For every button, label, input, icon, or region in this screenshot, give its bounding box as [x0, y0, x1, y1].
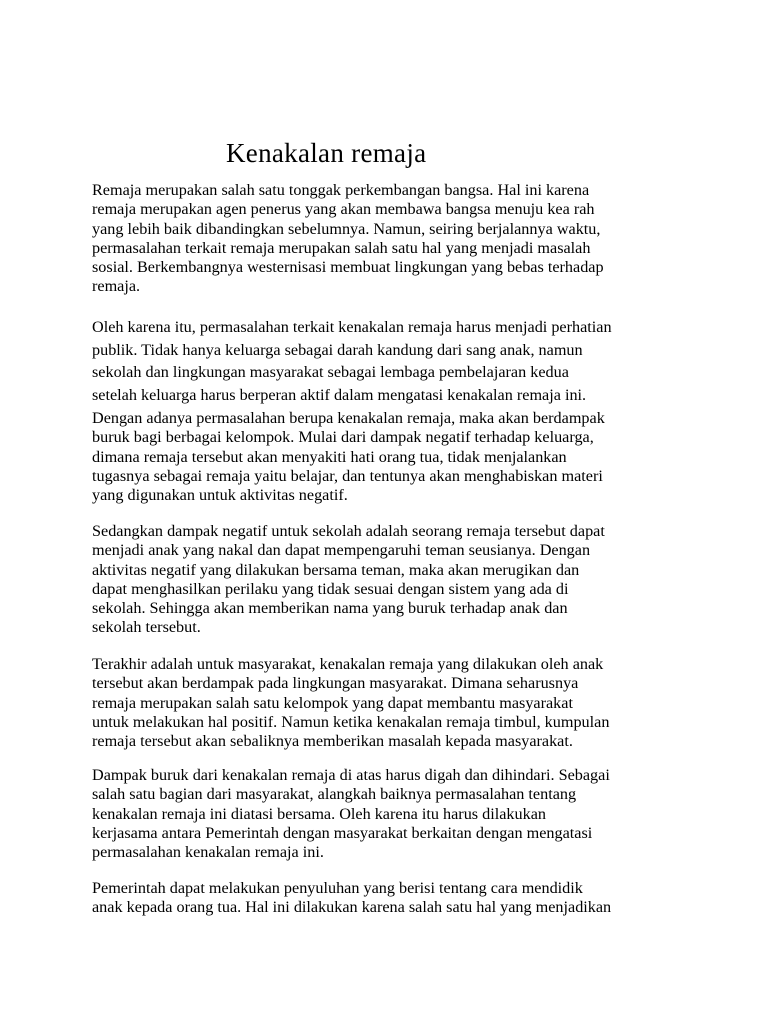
paragraph-line: salah satu bagian dari masyarakat, alangkah baiknya permasalahan tentang	[92, 785, 577, 804]
paragraph-line: tugasnya sebagai remaja yaitu belajar, dan tentunya akan menghabiskan materi	[92, 466, 603, 485]
paragraph-line: sekolah tersebut.	[92, 618, 201, 637]
paragraph-5	[92, 655, 609, 751]
paragraph-7	[92, 879, 611, 918]
paragraph-line: anak kepada orang tua. Hal ini dilakukan karena salah satu hal yang menjadikan	[92, 898, 612, 917]
paragraph-line: sekolah dan lingkungan masyarakat sebagai lembaga pembelajaran kedua	[92, 363, 569, 381]
paragraph-4	[92, 522, 605, 638]
paragraph-line: publik. Tidak hanya keluarga sebagai darah kandung dari sang anak, namun	[92, 340, 583, 359]
paragraph-line: setelah keluarga harus berperan aktif dalam mengatasi kenakalan remaja ini.	[92, 385, 587, 404]
paragraph-line: yang lebih baik dibandingkan sebelumnya. Namun, seiring berjalannya waktu,	[92, 219, 601, 238]
paragraph-1	[92, 181, 604, 297]
paragraph-line: Terakhir adalah untuk masyarakat, kenakalan remaja yang dilakukan oleh anak	[92, 655, 604, 673]
paragraph-line: Dengan adanya permasalahan berupa kenakalan remaja, maka akan berdampak	[92, 409, 605, 427]
paragraph-line: kenakalan remaja ini diatasi bersama. Oleh karena itu harus dilakukan	[92, 804, 546, 823]
paragraph-6	[92, 766, 610, 862]
paragraph-line: yang digunakan untuk aktivitas negatif.	[92, 486, 348, 505]
paragraph-2	[92, 316, 612, 406]
paragraph-line: buruk bagi berbagai kelompok. Mulai dari dampak negatif terhadap keluarga,	[92, 428, 594, 447]
paragraph-line: Remaja merupakan salah satu tonggak perkembangan bangsa. Hal ini karena	[92, 181, 590, 199]
paragraph-3	[92, 409, 605, 505]
paragraph-line: sekolah. Sehingga akan memberikan nama yang buruk terhadap anak dan	[92, 599, 568, 618]
paragraph-line: dimana remaja tersebut akan menyakiti hati orang tua, tidak menjalankan	[92, 447, 567, 466]
paragraph-line: remaja merupakan salah satu kelompok yang dapat membantu masyarakat	[92, 693, 573, 712]
document-title: Kenakalan remaja	[226, 138, 427, 168]
paragraph-line: Dampak buruk dari kenakalan remaja di atas harus digah dan dihindari. Sebagai	[92, 766, 610, 784]
paragraph-line: tersebut akan berdampak pada lingkungan masyarakat. Dimana seharusnya	[92, 674, 579, 693]
paragraph-line: Oleh karena itu, permasalahan terkait kenakalan remaja harus menjadi perhatian	[92, 318, 612, 336]
paragraph-line: permasalahan terkait remaja merupakan salah satu hal yang menjadi masalah	[92, 238, 591, 257]
paragraph-line: remaja tersebut akan sebaliknya memberikan masalah kepada masyarakat.	[92, 732, 573, 751]
paragraph-line: Sedangkan dampak negatif untuk sekolah adalah seorang remaja tersebut dapat	[92, 522, 605, 540]
paragraph-line: kerjasama antara Pemerintah dengan masyarakat berkaitan dengan mengatasi	[92, 823, 593, 842]
paragraph-line: remaja merupakan agen penerus yang akan membawa bangsa menuju kea rah	[92, 200, 595, 219]
paragraph-line: permasalahan kenakalan remaja ini.	[92, 843, 324, 862]
paragraph-line: untuk melakukan hal positif. Namun ketika kenakalan remaja timbul, kumpulan	[92, 712, 610, 731]
paragraph-line: menjadi anak yang nakal dan dapat mempengaruhi teman seusianya. Dengan	[92, 541, 591, 560]
paragraph-line: dapat menghasilkan perilaku yang tidak sesuai dengan sistem yang ada di	[92, 579, 569, 598]
paragraph-line: Pemerintah dapat melakukan penyuluhan yang berisi tentang cara mendidik	[92, 879, 583, 897]
paragraph-line: sosial. Berkembangnya westernisasi membuat lingkungan yang bebas terhadap	[92, 258, 604, 277]
paragraph-line: aktivitas negatif yang dilakukan bersama teman, maka akan merugikan dan	[92, 560, 580, 579]
paragraph-line: remaja.	[92, 277, 141, 296]
